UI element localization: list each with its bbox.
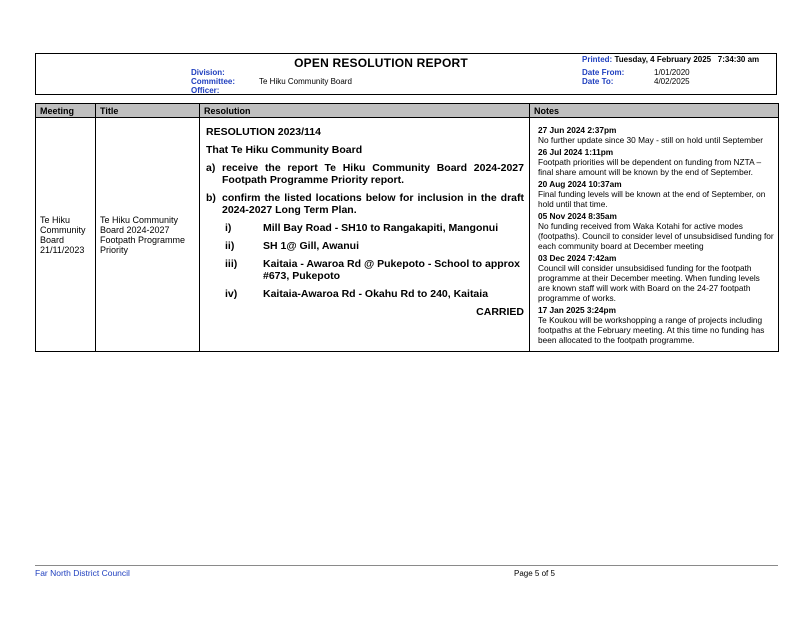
footer-page-number: Page 5 of 5	[514, 569, 555, 578]
printed-info	[582, 55, 759, 64]
meeting-date: 21/11/2023	[40, 244, 85, 255]
item-number: i)	[225, 222, 232, 234]
note-date: 20 Aug 2024 10:37am	[538, 179, 622, 189]
printed-label: Printed:	[582, 55, 613, 64]
title-line: Board 2024-2027	[100, 224, 170, 235]
header-title: Title	[96, 104, 200, 118]
title-cell	[96, 118, 200, 352]
resolution-heading: RESOLUTION 2023/114	[206, 126, 321, 138]
note-date: 27 Jun 2024 2:37pm	[538, 125, 617, 135]
header-notes: Notes	[530, 104, 779, 118]
printed-value: Tuesday, 4 February 2025 7:34:30 am	[614, 55, 760, 64]
note-entry	[538, 305, 774, 345]
table-header-row	[36, 104, 779, 118]
location-item	[225, 288, 524, 300]
note-text: No funding received from Waka Kotahi for active modes (footpaths). Council to consider level of unsubsidised funding for each community board at December meeting	[538, 221, 774, 251]
title-line: Priority	[100, 244, 129, 255]
note-date: 05 Nov 2024 8:35am	[538, 211, 617, 221]
resolution-status: CARRIED	[476, 306, 524, 318]
date-from-label: Date From:	[582, 68, 625, 77]
resolution-cell	[200, 118, 530, 352]
title-line: Footpath Programme	[100, 234, 186, 245]
committee-value: Te Hiku Community Board	[259, 77, 352, 86]
item-text: Kaitaia - Awaroa Rd @ Pukepoto - School to approx #673, Pukepoto	[263, 258, 521, 282]
notes-cell	[530, 118, 779, 352]
note-text: Footpath priorities will be dependent on funding from NZTA – final share amount will be known by the end of September.	[538, 157, 762, 177]
note-entry	[538, 147, 774, 177]
clause-letter: a)	[206, 162, 216, 174]
note-text: Te Koukou will be workshopping a range of projects including footpaths at the February meeting. At this time no funding has been allocated to the footpath programme.	[538, 315, 765, 345]
note-text: Final funding levels will be known at the end of September, on hold until that time.	[538, 189, 766, 209]
item-text: SH 1@ Gill, Awanui	[263, 240, 360, 252]
meeting-line: Board	[40, 234, 65, 245]
location-item	[225, 240, 524, 252]
note-text: No further update since 30 May - still on hold until September	[538, 135, 764, 145]
note-entry	[538, 253, 774, 303]
clause-text: receive the report Te Hiku Community Board 2024-2027 Footpath Programme Priority report.	[222, 162, 524, 186]
table-row	[36, 118, 779, 352]
header-meeting: Meeting	[36, 104, 96, 118]
report-header	[35, 53, 777, 95]
header-resolution: Resolution	[200, 104, 530, 118]
report-title: OPEN RESOLUTION REPORT	[294, 56, 468, 70]
title-line: Te Hiku Community	[100, 214, 179, 225]
division-label: Division:	[191, 68, 225, 77]
note-entry	[538, 125, 774, 145]
resolution-clause-b	[206, 192, 524, 216]
meeting-cell	[36, 118, 96, 352]
note-date: 03 Dec 2024 7:42am	[538, 253, 617, 263]
location-item	[225, 222, 524, 234]
date-to-label: Date To:	[582, 77, 614, 86]
meeting-line: Te Hiku	[40, 214, 71, 225]
item-text: Mill Bay Road - SH10 to Rangakapiti, Mangonui	[263, 222, 499, 234]
date-to-value: 4/02/2025	[654, 77, 690, 86]
note-entry	[538, 211, 774, 251]
date-from-value: 1/01/2020	[654, 68, 690, 77]
note-date: 26 Jul 2024 1:11pm	[538, 147, 614, 157]
item-text: Kaitaia-Awaroa Rd - Okahu Rd to 240, Kaitaia	[263, 288, 489, 300]
clause-letter: b)	[206, 192, 216, 204]
clause-text: confirm the listed locations below for inclusion in the draft 2024-2027 Long Term Plan.	[222, 192, 524, 216]
committee-label: Committee:	[191, 77, 236, 86]
item-number: ii)	[225, 240, 235, 252]
footer-divider	[35, 565, 778, 566]
officer-label: Officer:	[191, 86, 220, 95]
resolution-table	[35, 103, 779, 352]
location-item	[225, 258, 524, 282]
resolution-intro: That Te Hiku Community Board	[206, 144, 363, 156]
note-date: 17 Jan 2025 3:24pm	[538, 305, 616, 315]
note-text: Council will consider unsubsidised funding for the footpath programme at their December meeting. When funding levels are known staff will work with Board on the 24-27 footpath programme of works.	[538, 263, 760, 303]
meeting-line: Community	[40, 224, 86, 235]
resolution-clause-a	[206, 162, 524, 186]
footer-council: Far North District Council	[35, 568, 130, 578]
note-entry	[538, 179, 774, 209]
item-number: iii)	[225, 258, 238, 270]
item-number: iv)	[225, 288, 238, 300]
